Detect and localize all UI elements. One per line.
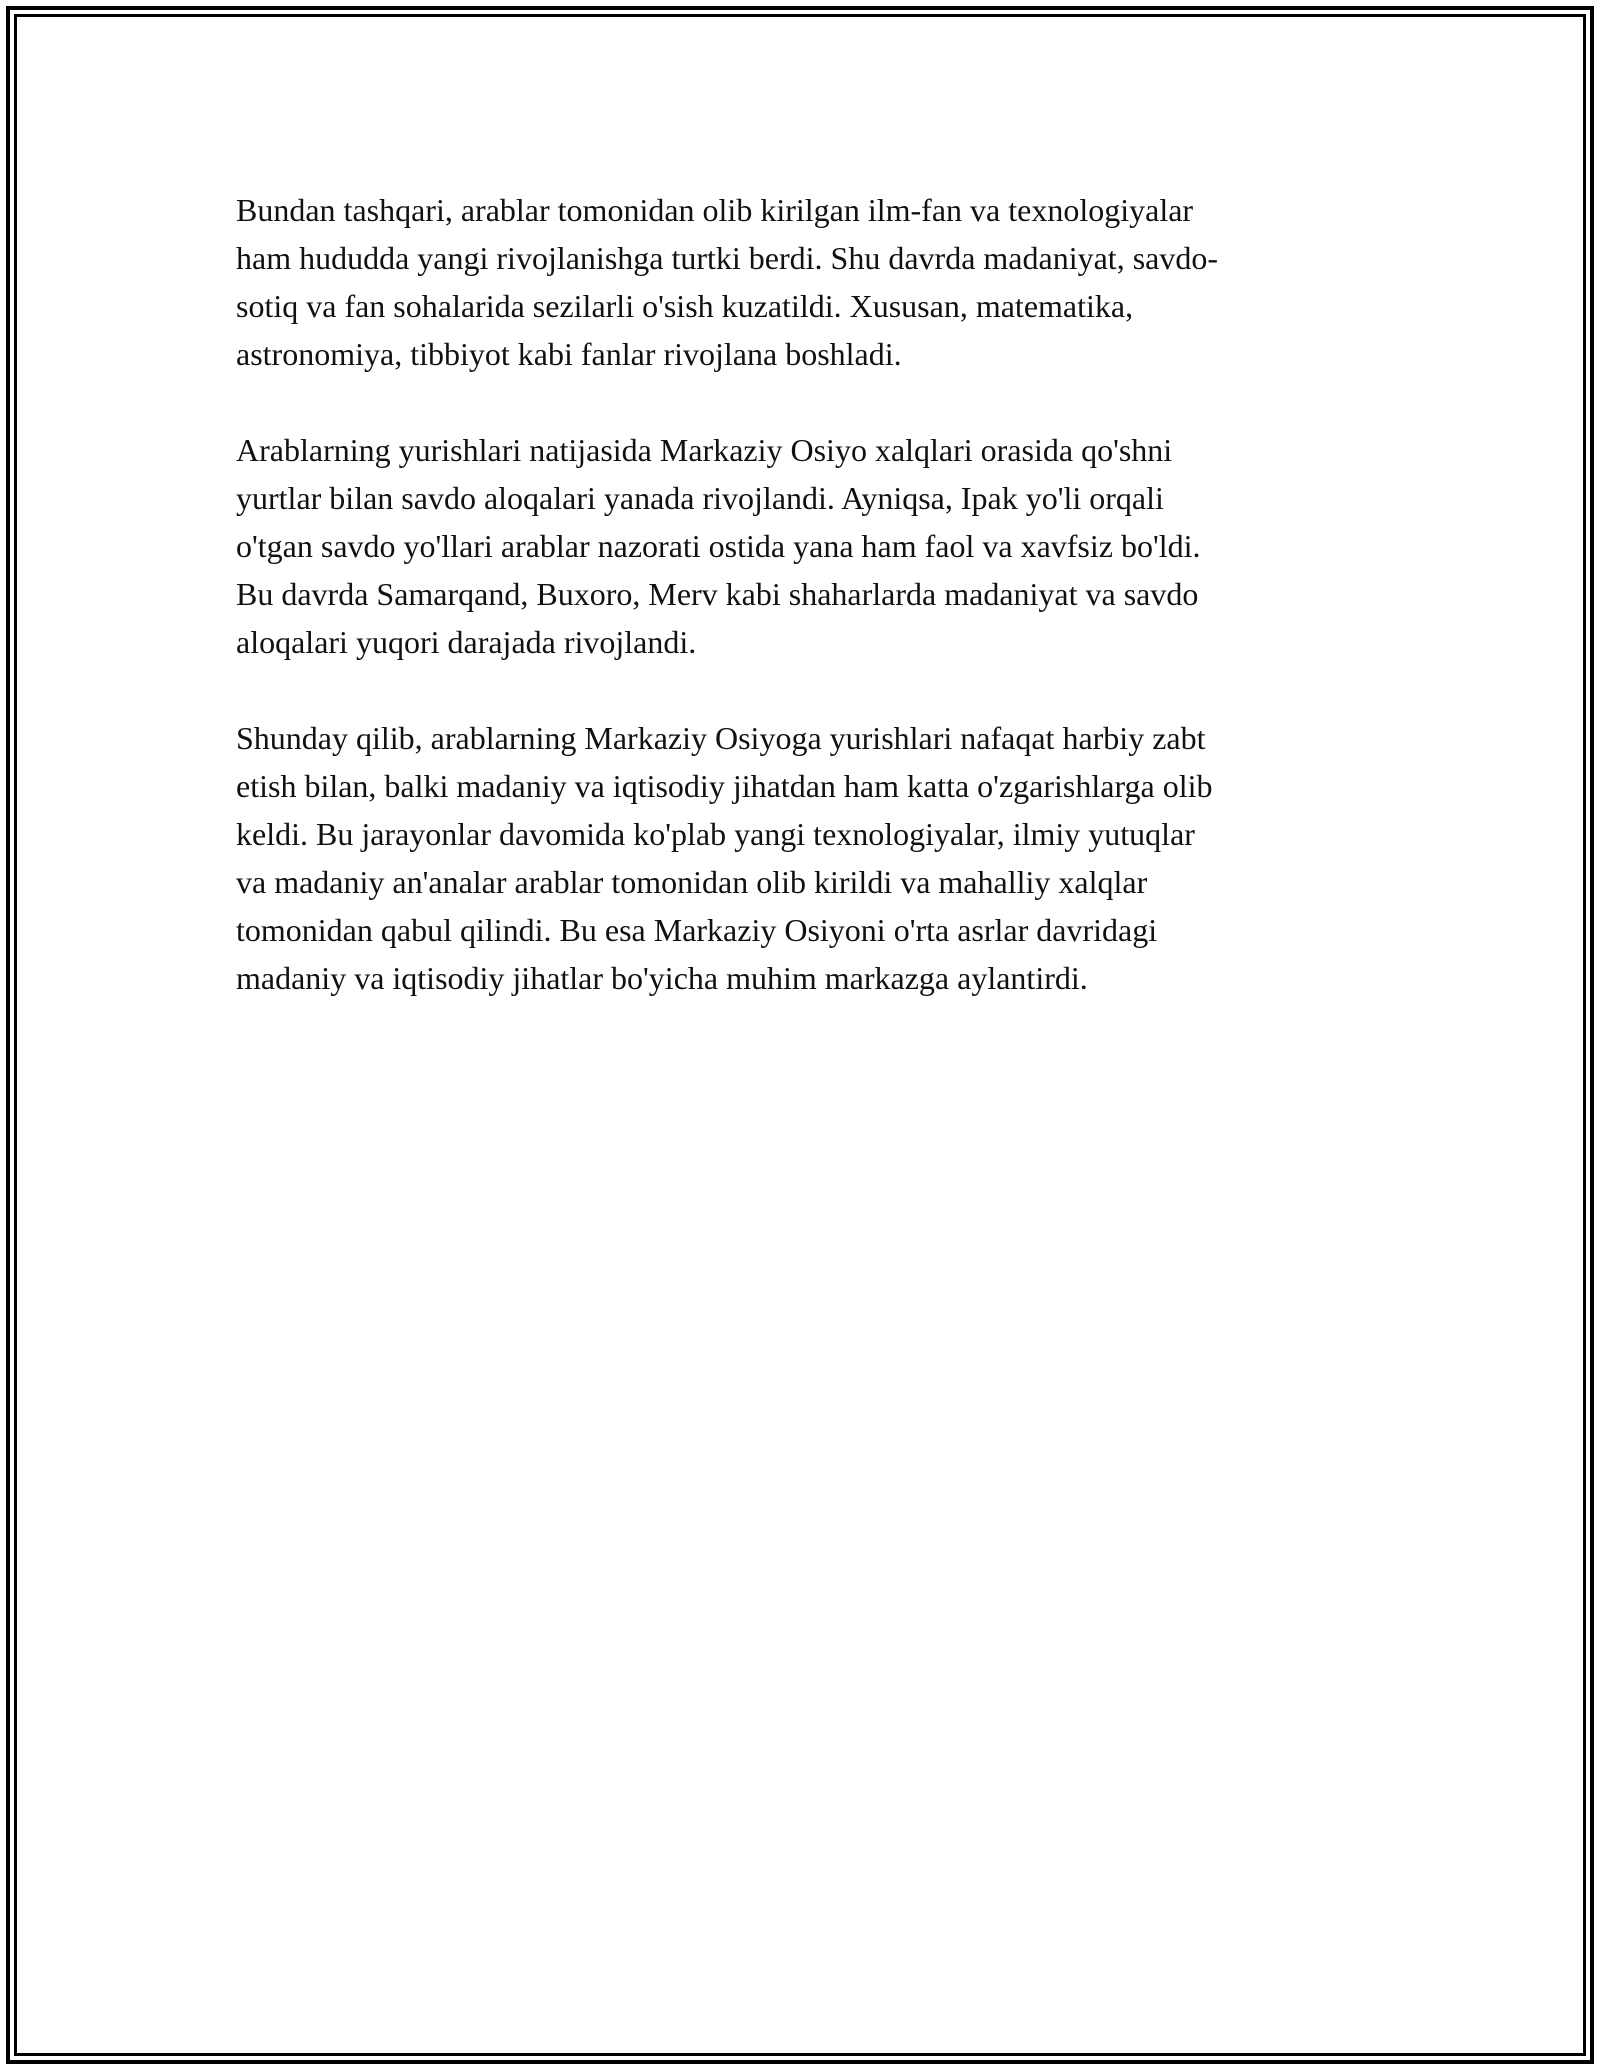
paragraph-1: Bundan tashqari, arablar tomonidan olib kirilgan ilm-fan va texnologiyalar ham hududda yangi rivojlanishga turtki berdi. Shu davrda madaniyat, savdo- sotiq va fan sohalarida sezilarli o'sish kuzatildi. Xususan, matematika, astronomiya, tibbiyot kabi fanlar rivojlana boshladi.: [236, 192, 1218, 372]
document-body: [236, 186, 1376, 1050]
paragraph-3: Shunday qilib, arablarning Markaziy Osiyoga yurishlari nafaqat harbiy zabt etish bilan, balki madaniy va iqtisodiy jihatdan ham katta o'zgarishlarga olib keldi. Bu jarayonlar davomida ko'plab yangi texnologiyalar, ilmiy yutuqlar va madaniy an'analar arablar tomonidan olib kirildi va mahalliy xalqlar tomonidan qabul qilindi. Bu esa Markaziy Osiyoni o'rta asrlar davridagi madaniy va iqtisodiy jihatlar bo'yicha muhim markazga aylantirdi.: [236, 720, 1213, 996]
paragraph-2: Arablarning yurishlari natijasida Markaziy Osiyo xalqlari orasida qo'shni yurtlar bilan savdo aloqalari yanada rivojlandi. Ayniqsa, Ipak yo'li orqali o'tgan savdo yo'llari arablar nazorati ostida yana ham faol va xavfsiz bo'ldi. Bu davrda Samarqand, Buxoro, Merv kabi shaharlarda madaniyat va savdo aloqalari yuqori darajada rivojlandi.: [236, 432, 1201, 660]
